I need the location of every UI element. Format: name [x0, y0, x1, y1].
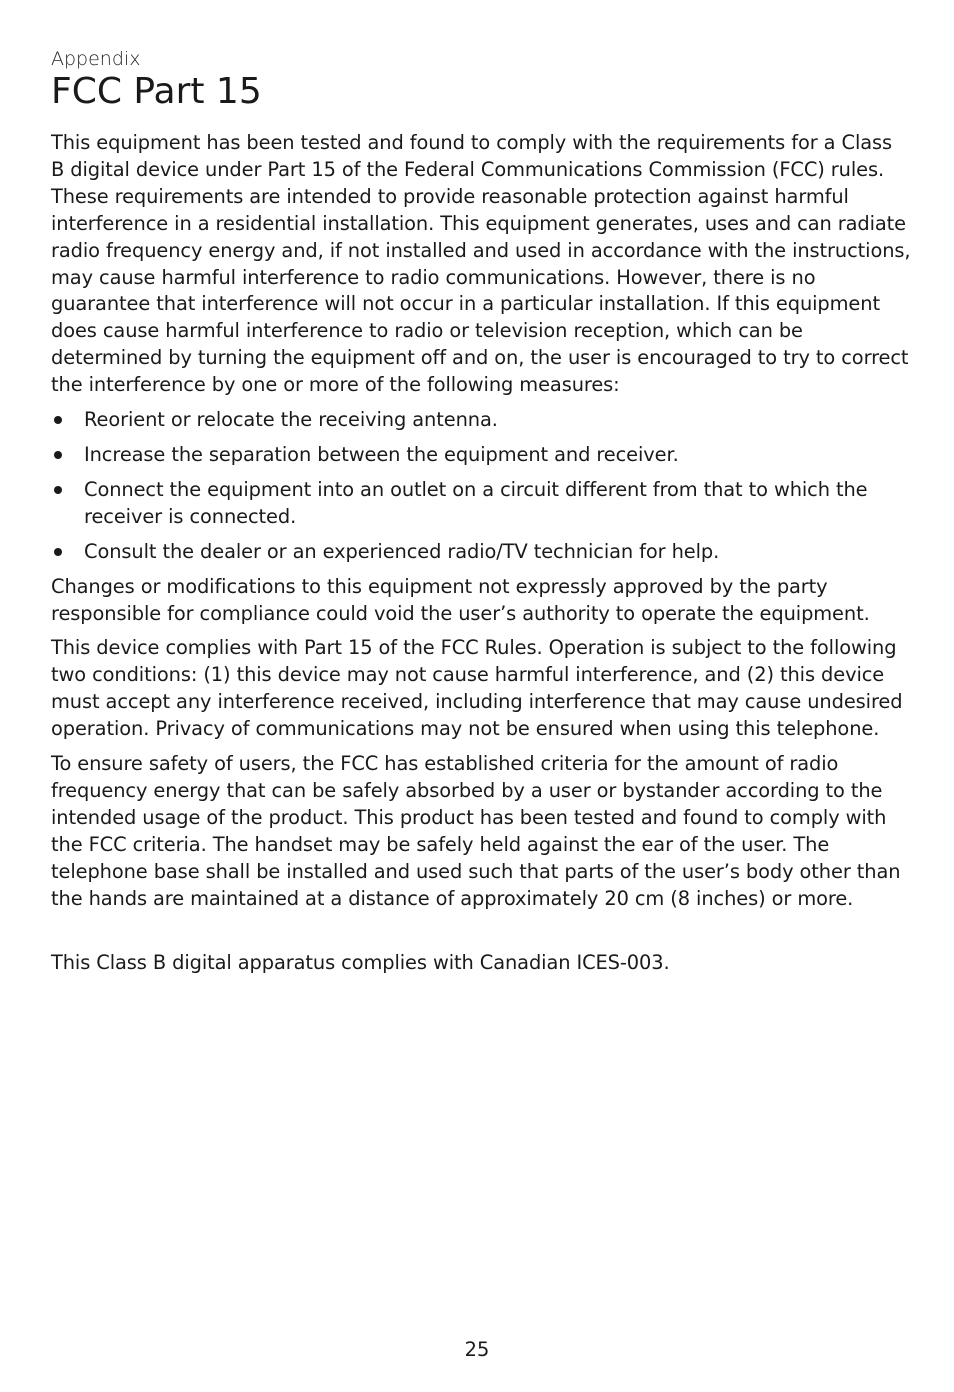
measures-list — [51, 407, 911, 566]
list-item-text: Connect the equipment into an outlet on a circuit different from that to which the receiver is connected. — [84, 477, 868, 528]
bullet-icon — [54, 486, 62, 494]
section-label: Appendix — [51, 48, 141, 70]
spacer — [51, 920, 911, 950]
list-item-text: Reorient or relocate the receiving antenna. — [84, 408, 498, 432]
document-page — [51, 46, 911, 985]
bullet-icon — [54, 548, 62, 556]
page-title: FCC Part 15 — [51, 71, 262, 112]
list-item-text: Increase the separation between the equipment and receiver. — [84, 442, 679, 466]
list-item — [51, 539, 911, 566]
safety-paragraph: To ensure safety of users, the FCC has established criteria for the amount of radio frequency energy that can be safely absorbed by a user or bystander according to the intended usage of the product. This product has been tested and found to comply with the FCC criteria. The handset may be safely held against the ear of the user. The telephone base shall be installed and used such that parts of the user’s body other than the hands are maintained at a distance of approximately 20 cm (8 inches) or more. — [51, 752, 901, 910]
bullet-icon — [54, 451, 62, 459]
canada-paragraph: This Class B digital apparatus complies with Canadian ICES-003. — [51, 951, 670, 975]
list-item — [51, 442, 911, 469]
page-number: 25 — [464, 1338, 490, 1361]
bullet-icon — [54, 416, 62, 424]
intro-paragraph: This equipment has been tested and found to comply with the requirements for a Class B digital device under Part 15 of the Federal Communications Commission (FCC) rules. These requirements are intended to provide reasonable protection against harmful interference in a residential installation. This equipment generates, uses and can radiate radio frequency energy and, if not installed and used in accordance with the instructions, may cause harmful interference to radio communications. However, there is no guarantee that interference will not occur in a particular installation. If this equipment does cause harmful interference to radio or television reception, which can be determined by turning the equipment off and on, the user is encouraged to try to correct the interference by one or more of the following measures: — [51, 131, 911, 397]
compliance-paragraph: This device complies with Part 15 of the FCC Rules. Operation is subject to the following two conditions: (1) this device may not cause harmful interference, and (2) this device must accept any interference received, including interference that may cause undesired operation. Privacy of communications may not be ensured when using this telephone. — [51, 636, 903, 741]
list-item — [51, 477, 911, 531]
list-item-text: Consult the dealer or an experienced radio/TV technician for help. — [84, 539, 720, 563]
changes-paragraph: Changes or modifications to this equipment not expressly approved by the party responsible for compliance could void the user’s authority to operate the equipment. — [51, 574, 870, 625]
list-item — [51, 407, 911, 434]
